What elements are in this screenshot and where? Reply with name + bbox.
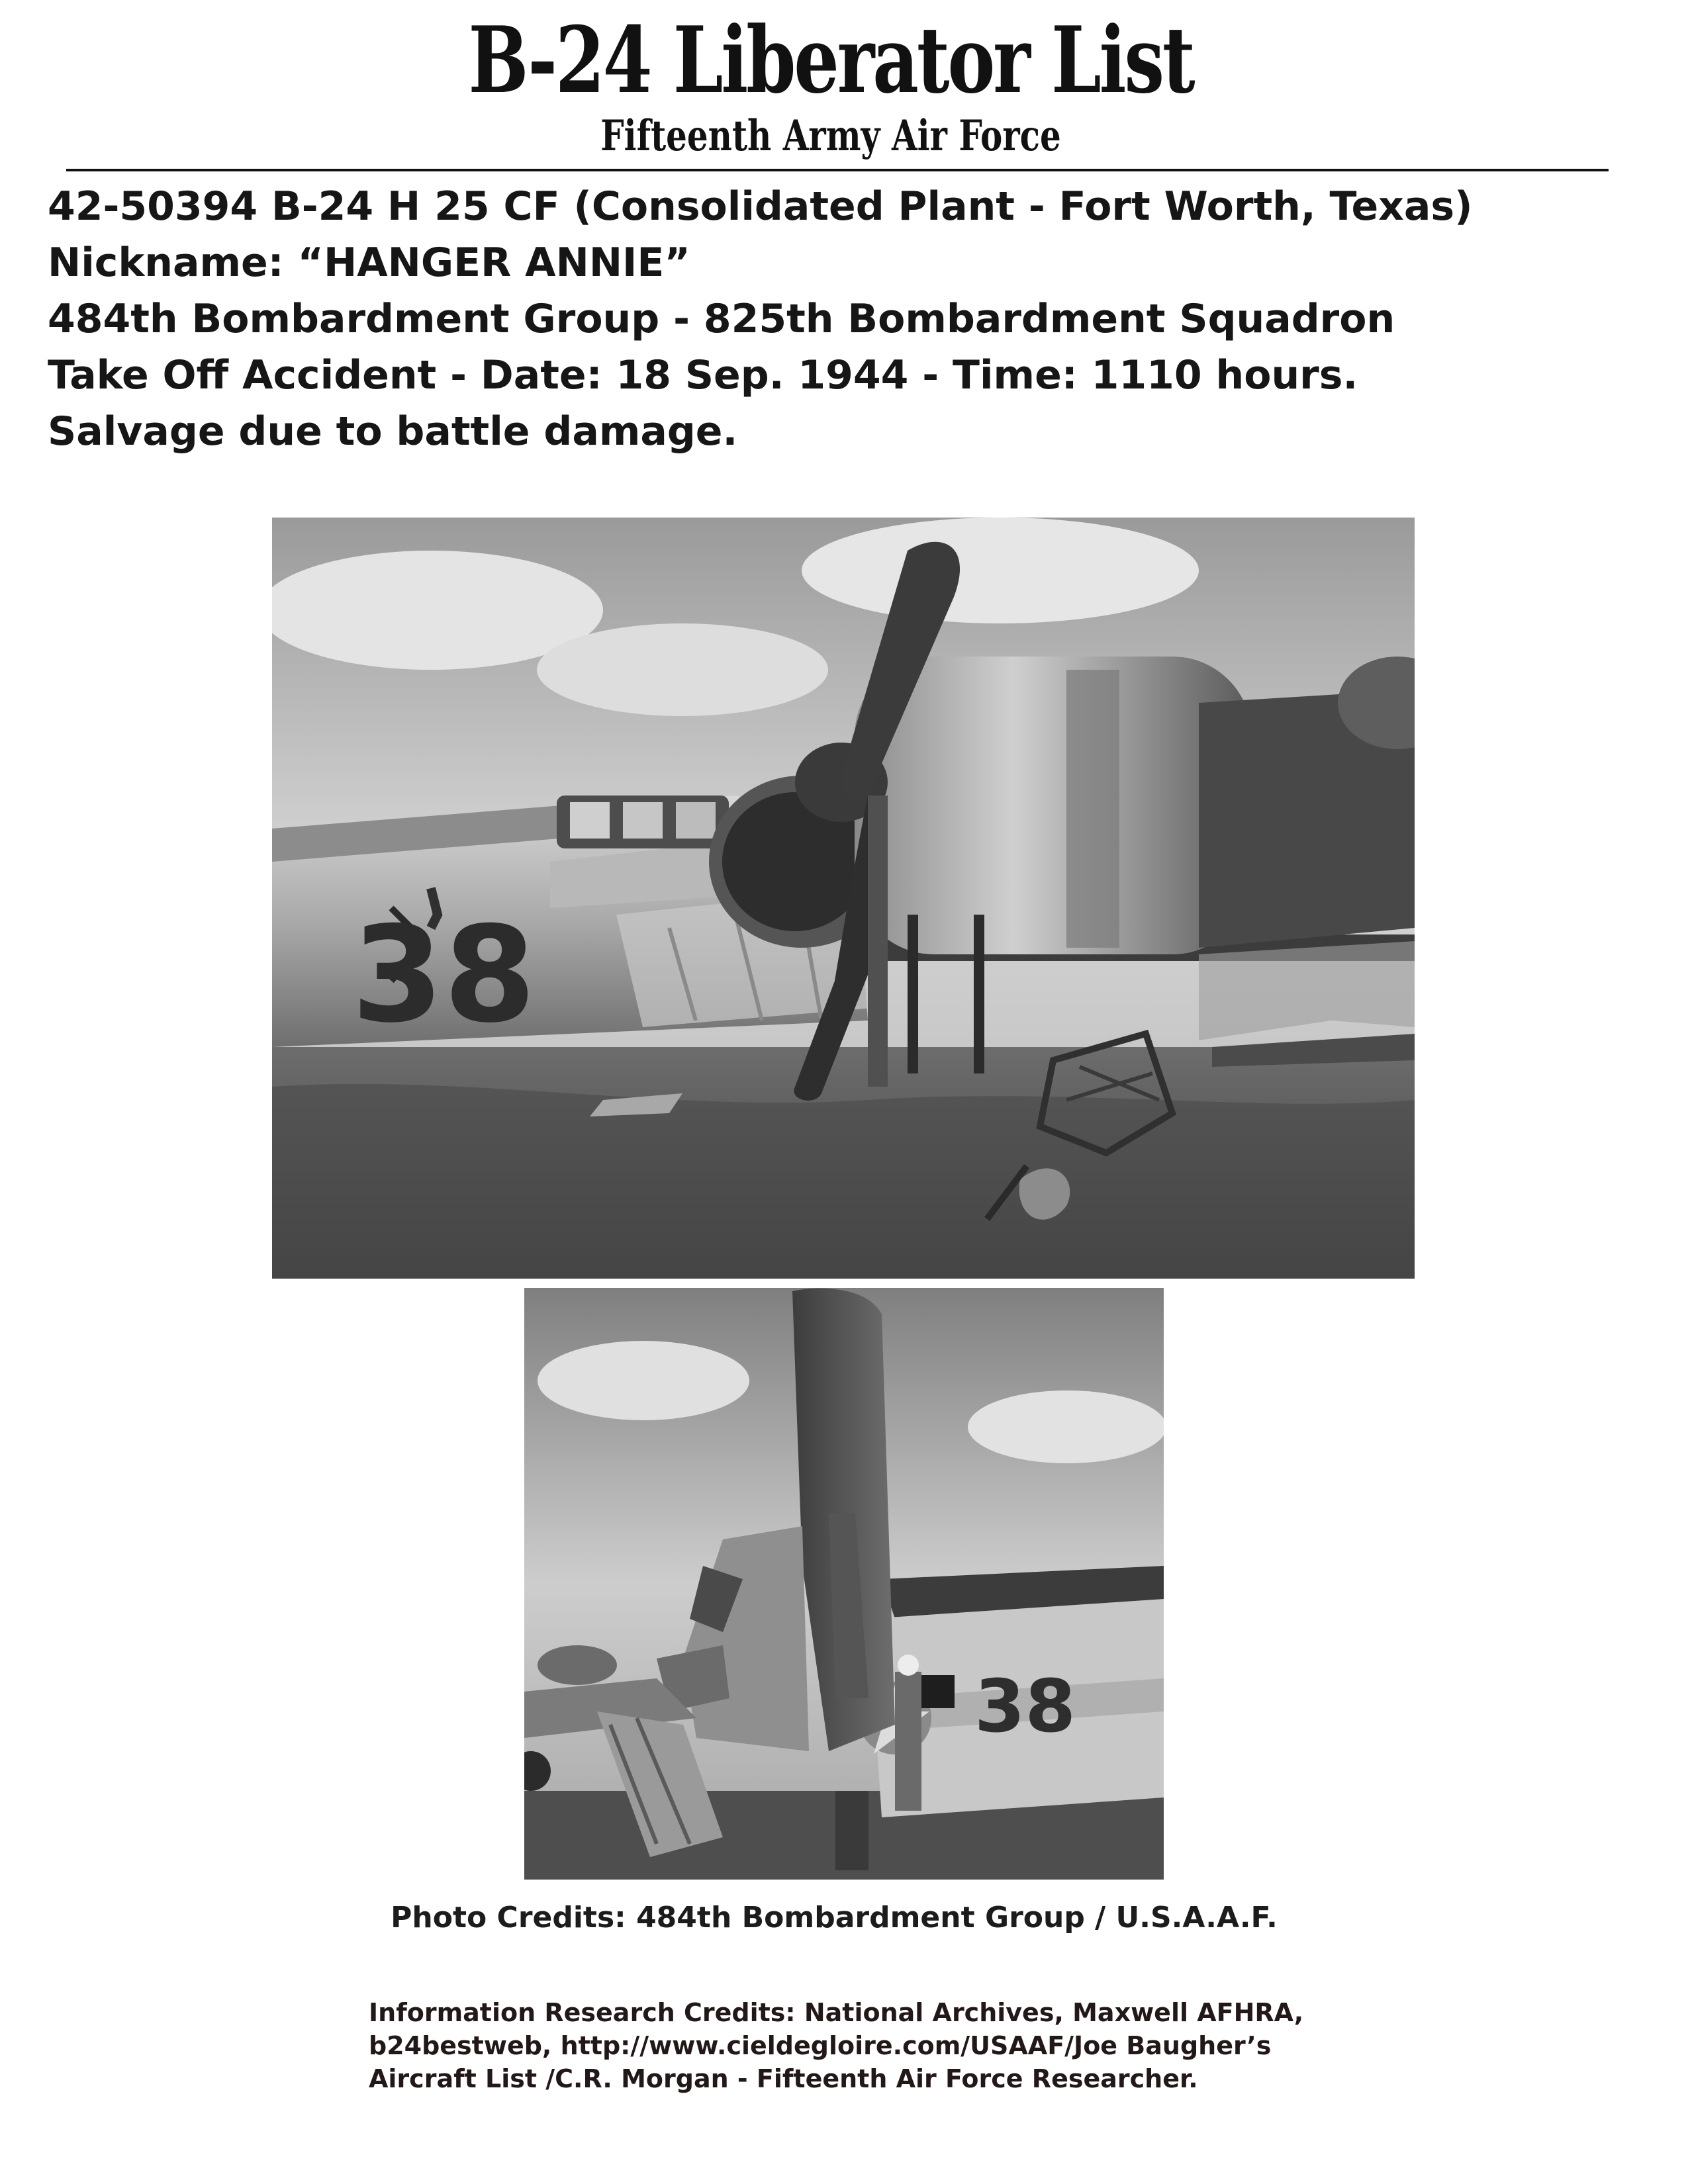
research-credits-line-2: b24bestweb, http://www.cieldegloire.com/USAAF/Joe Baugher’s: [369, 2031, 1272, 2060]
wreck-photo-tail: [524, 1288, 1164, 1880]
page-title: B-24 Liberator List: [468, 6, 1194, 114]
serial-model-line: 42-50394 B-24 H 25 CF (Consolidated Plant - Fort Worth, Texas): [48, 183, 1473, 230]
bottom-fuselage-number: 38: [974, 1664, 1076, 1749]
wreck-photo-tail-drawing: [524, 1288, 1164, 1880]
research-credits-line-1: Information Research Credits: National Archives, Maxwell AFHRA,: [369, 1998, 1304, 2027]
wreck-photo-nose: [272, 518, 1415, 1279]
top-fuselage-number: 38: [352, 898, 536, 1052]
title-divider: [66, 169, 1609, 171]
unit-line: 484th Bombardment Group - 825th Bombardment Squadron: [48, 296, 1395, 342]
photo-credits: Photo Credits: 484th Bombardment Group / U.S.A.A.F.: [391, 1901, 1278, 1934]
salvage-line: Salvage due to battle damage.: [48, 408, 738, 455]
accident-line: Take Off Accident - Date: 18 Sep. 1944 - Time: 1110 hours.: [48, 352, 1358, 398]
aircraft-details: [48, 179, 1636, 460]
research-credits: [369, 1996, 1461, 2095]
research-credits-line-3: Aircraft List /C.R. Morgan - Fifteenth Air Force Researcher.: [369, 2064, 1198, 2093]
page-subtitle: Fifteenth Army Air Force: [600, 111, 1061, 161]
wreck-photo-nose-drawing: [272, 518, 1415, 1279]
nickname-line: Nickname: “HANGER ANNIE”: [48, 240, 690, 286]
